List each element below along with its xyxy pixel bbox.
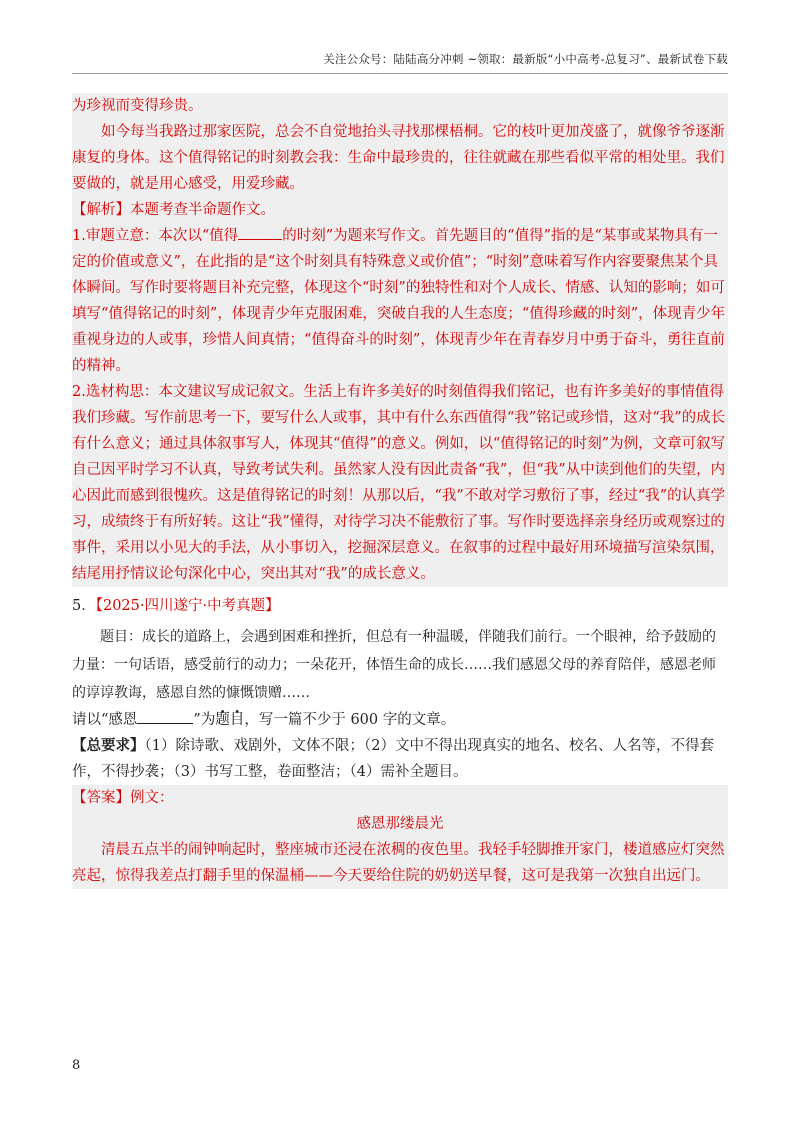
question-instructions [72, 707, 728, 785]
analysis-intro: 本题考查半命题作文。 [130, 202, 275, 218]
task-start: 请以“感恩 [72, 712, 138, 728]
fill-blank-line [238, 227, 282, 240]
analysis-point-1 [72, 223, 728, 379]
essay-paragraph-1: 清晨五点半的闹钟响起时，整座城市还浸在浓稠的夜色里。我轻手轻脚推开家门，楼道感应灯突然亮起，惊得我差点打翻手里的保温桶——今天要给住院的奶奶送早餐，这可是我第一次独自出远门。 [72, 842, 725, 884]
answer-label: 【答案】 [72, 790, 130, 806]
page-number: 8 [72, 1058, 81, 1073]
page-content [72, 93, 728, 889]
answer-block [72, 785, 728, 889]
answer-heading [72, 785, 728, 811]
header-divider [72, 73, 728, 74]
emphasis-char-mu: 目 [229, 712, 245, 728]
emphasis-char-ti: 题 [215, 712, 230, 728]
requirements-text: （1）除诗歌、戏剧外，文体不限；（2）文中不得出现真实的地名、校名、人名等，不得套作，不得抄袭；（3）书写工整，卷面整洁；（4）需补全题目。 [72, 738, 714, 780]
prev-answer-final-paragraph: 如今每当我路过那家医院，总会不自觉地抬头寻找那棵梧桐。它的枝叶更加茂盛了，就像爷爷逐渐康复的身体。这个值得铭记的时刻教会我：生命中最珍贵的，往往就藏在那些看似平常的相处里。我们要做的，就是用心感受，用爱珍藏。 [72, 124, 725, 192]
essay-title: 感恩那缕晨光 [356, 816, 444, 832]
task-mid: ”为 [193, 712, 216, 728]
task-blank-line [137, 711, 193, 724]
requirements-label: 【总要求】 [72, 737, 145, 754]
prompt-text: 题目：成长的道路上，会遇到困难和挫折，但总有一种温暖，伴随我们前行。一个眼神，给予鼓励的力量：一句话语，感受前行的动力；一朵花开，体悟生命的成长……我们感恩父母的养育陪伴，感恩老师的谆谆教诲，感恩自然的慷慨馈赠…… [72, 629, 716, 701]
question-number: 5． [72, 598, 96, 614]
prev-answer-line-top: 为珍视而变得珍贵。 [72, 98, 203, 114]
question-prompt [72, 623, 728, 707]
requirements-line [72, 733, 728, 785]
question-5-heading [72, 593, 728, 619]
analysis-point-2: 2.选材构思：本文建议写成记叙文。生活上有许多美好的时刻值得我们铭记，也有许多美好的事情值得我们珍藏。写作前思考一下，要写什么人或事，其中有什么东西值得“我”铭记或珍惜，这对“我”的成长有什么意义；通过具体叙事写人，体现其“值得”的意义。例如，以“值得铭记的时刻”为例，文章可叙写自己因平时学习不认真，导致考试失利。虽然家人没有因此责备“我”，但“我”从中读到他们的失望，内心因此而感到很愧疚。这是值得铭记的时刻！从那以后，“我”不敢对学习敷衍了事，经过“我”的认真学习，成绩终于有所好转。这让“我”懂得，对待学习决不能敷衍了事。写作时要选择亲身经历或观察过的事件，采用以小见大的手法，从小事切入，挖掘深层意义。在叙事的过程中最好用环境描写渲染氛围，结尾用抒情议论句深化中心，突出其对“我”的成长意义。 [72, 384, 726, 582]
page-header: 关注公众号：陆陆高分冲刺 ~领取：最新版“小中高考-总复习”、最新试卷下载 [323, 52, 728, 66]
analysis-point-1-start: 1.审题立意：本次以“值得 [72, 228, 239, 244]
analysis-point-1-rest: 的时刻”为题来写作文。首先题目的“值得”指的是“某事或某物具有一定的价值或意义”，在此指的是“这个时刻具有特殊意义或价值”；“时刻”意味着写作内容要聚焦某个具体瞬间。写作时要将题目补充完整，体现这个“时刻”的独特性和对个人成长、情感、认知的影响；如可填写“值得铭记的时刻”，体现青少年克服困难，突破自我的人生态度；“值得珍藏的时刻”，体现青少年重视身边的人或事，珍惜人间真情；“值得奋斗的时刻”，体现青少年在青春岁月中勇于奋斗，勇往直前的精神。 [72, 228, 726, 374]
analysis-label: 【解析】 [72, 202, 130, 218]
task-end: ，写一篇不少于 600 字的文章。 [244, 712, 456, 728]
task-line [72, 707, 728, 733]
question-source-tag: 【2025·四川遂宁·中考真题】 [95, 598, 280, 614]
answer-intro: 例文： [130, 790, 174, 806]
analysis-heading [72, 197, 728, 223]
prev-answer-block [72, 93, 728, 587]
